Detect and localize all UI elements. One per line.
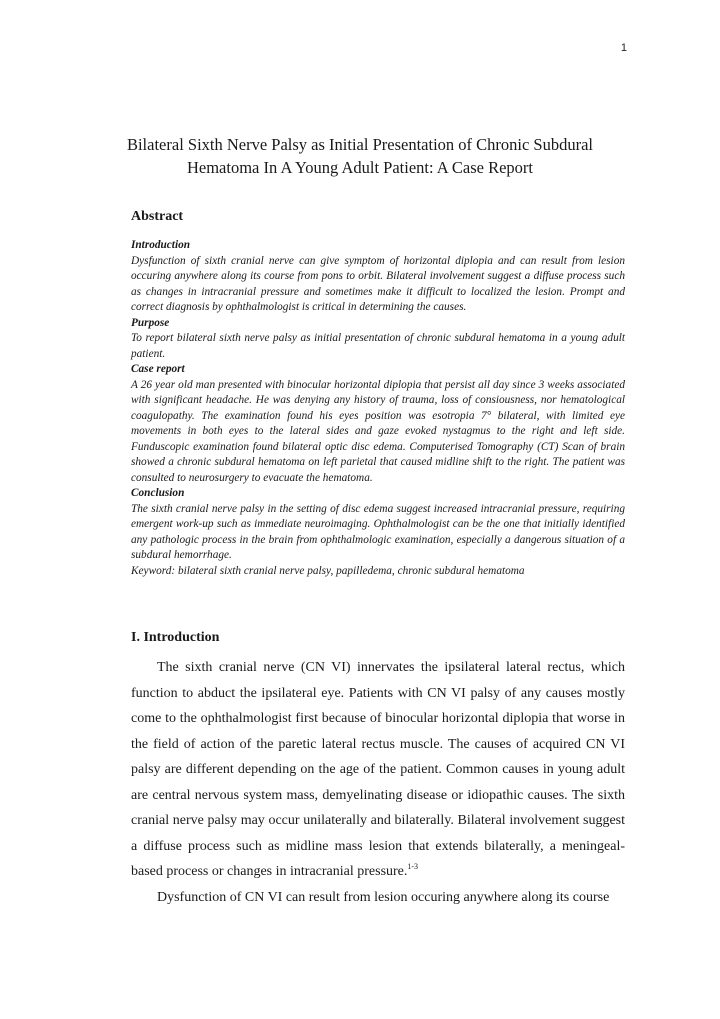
abstract-heading: Abstract <box>131 209 184 224</box>
introduction-heading: I. Introduction <box>131 630 220 645</box>
abstract-case-heading: Case report <box>131 363 185 375</box>
abstract-keywords: Keyword: bilateral sixth cranial nerve palsy, papilledema, chronic subdural hematoma <box>131 564 525 577</box>
abstract-introduction-heading: Introduction <box>131 239 191 251</box>
abstract-purpose-text: To report bilateral sixth nerve palsy as initial presentation of chronic subdural hematoma in a young adult patient. <box>131 332 625 360</box>
introduction-body <box>131 655 625 910</box>
citation-reference: 1-3 <box>407 862 419 871</box>
abstract-conclusion-heading: Conclusion <box>131 487 185 499</box>
introduction-paragraph-1 <box>131 655 625 885</box>
introduction-paragraph-1-text: The sixth cranial nerve (CN VI) innervates the ipsilateral lateral rectus, which function to abduct the ipsilateral eye. Patients with CN VI palsy of any causes mostly come to the ophthalmologist first because of binocular horizontal diplopia that worse in the field of action of the paretic lateral rectus muscle. The causes of acquired CN VI palsy are different depending on the age of the patient. Common causes in young adult are central nervous system mass, demyelinating disease or idiopathic causes. The sixth cranial nerve palsy may occur unilaterally and bilaterally. Bilateral involvement suggest a diffuse process such as midline mass lesion that extends bilaterally, a meningeal-based process or changes in intracranial pressure. <box>131 660 625 879</box>
abstract-case-text: A 26 year old man presented with binocular horizontal diplopia that persist all day since 3 weeks associated with significant headache. He was denying any history of trauma, loss of consiousness, nor hematological coagulopathy. The examination found his eyes position was esotropia 7° bilateral, with limited eye movements in both eyes to the lateral sides and gaze evoked nystagmus to the right and left side. Funduscopic examination found bilateral optic disc edema. Computerised Tomography (CT) Scan of brain showed a chronic subdural hematoma on left parietal that caused midline shift to the right. The patient was consulted to neurosurgery to evacuate the hematoma. <box>131 378 625 484</box>
paper-title: Bilateral Sixth Nerve Palsy as Initial Presentation of Chronic Subdural Hematoma In A Young Adult Patient: A Case Report <box>126 135 594 177</box>
abstract-introduction-text: Dysfunction of sixth cranial nerve can give symptom of horizontal diplopia and can result from lesion occuring anywhere along its course from pons to orbit. Bilateral involvement suggest a diffuse process such as changes in intracranial pressure and sometimes make it difficult to localized the lesion. Prompt and correct diagnosis by ophthalmologist is critical in determining the causes. <box>131 254 625 313</box>
abstract-body <box>131 238 625 579</box>
introduction-paragraph-2: Dysfunction of CN VI can result from lesion occuring anywhere along its course <box>157 889 610 905</box>
page-number: 1 <box>620 42 627 54</box>
abstract-conclusion-text: The sixth cranial nerve palsy in the setting of disc edema suggest increased intracranial pressure, requiring emergent work-up such as immediate neuroimaging. Ophthalmologist can be the one that initially identified any pathologic process in the brain from ophthalmologic examination, especially a dangerous situation of a subdural hemorrhage. <box>131 502 625 561</box>
abstract-purpose-heading: Purpose <box>131 316 170 329</box>
